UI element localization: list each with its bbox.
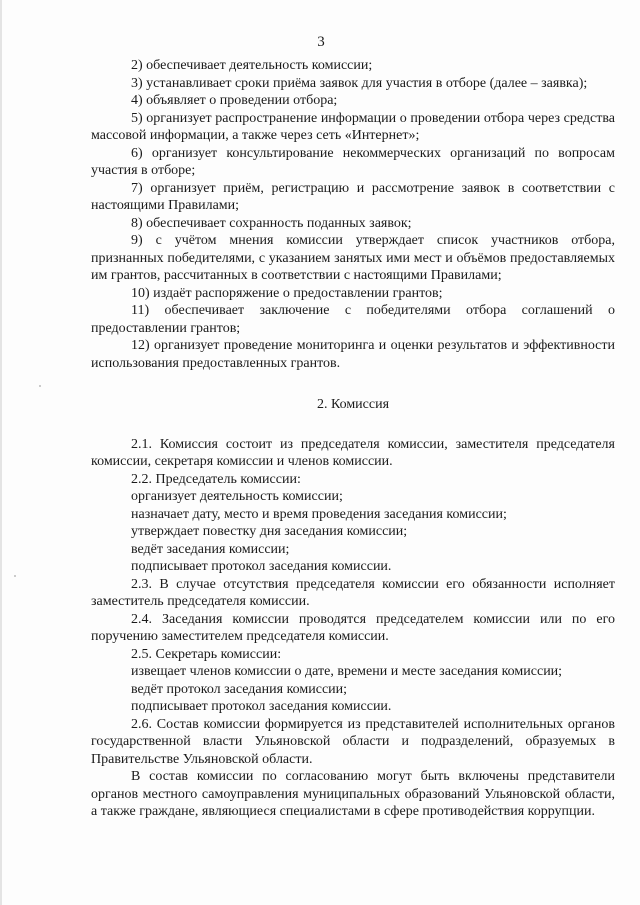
paragraph: подписывает протокол заседания комиссии. bbox=[131, 699, 392, 714]
list-item: 10) издаёт распоряжение о предоставлении грантов; bbox=[131, 285, 443, 301]
document-body bbox=[91, 57, 615, 821]
paragraph: назначает дату, место и время проведения заседания комиссии; bbox=[131, 506, 507, 522]
section-body bbox=[91, 436, 615, 821]
page-number: 3 bbox=[317, 34, 325, 50]
paragraph: 2.1. Комиссия состоит из председателя комиссии, заместителя председателя комиссии, секретаря комиссии и членов комиссии. bbox=[91, 436, 615, 469]
paragraph: утверждает повестку дня заседания комиссии; bbox=[131, 524, 408, 539]
list-item: 12) организует проведение мониторинга и оценки результатов и эффективности использования предоставленных грантов. bbox=[91, 338, 615, 371]
paragraph: 2.6. Состав комиссии формируется из представителей исполнительных органов государственной власти Ульяновской области и подразделений, образуемых в Правительстве Ульяновской области. bbox=[91, 716, 615, 767]
list-item: 2) обеспечивает деятельность комиссии; bbox=[131, 58, 373, 73]
section-heading: 2. Комиссия bbox=[316, 397, 390, 412]
list-item: 5) организует распространение информации о проведении отбора через средства массовой информации, а также через сеть «Интернет»; bbox=[91, 110, 615, 143]
paragraph: подписывает протокол заседания комиссии. bbox=[131, 559, 392, 574]
scan-speck bbox=[39, 385, 41, 387]
list-item: 4) объявляет о проведении отбора; bbox=[131, 93, 338, 108]
list-item: 8) обеспечивает сохранность поданных заявок; bbox=[131, 215, 412, 231]
list-item: 9) с учётом мнения комиссии утверждает список участников отбора, признанных победителями, с указанием занятых ими мест и объёмов предоставляемых им грантов, рассчитанных в соответствии с настоящими Правилами; bbox=[91, 233, 615, 283]
duties-list bbox=[91, 57, 615, 372]
paragraph: ведёт заседания комиссии; bbox=[131, 541, 290, 557]
paragraph: извещает членов комиссии о дате, времени и месте заседания комиссии; bbox=[131, 664, 563, 679]
paragraph: 2.3. В случае отсутствия председателя комиссии его обязанности исполняет заместитель председателя комиссии. bbox=[91, 576, 615, 609]
list-item: 6) организует консультирование некоммерческих организаций по вопросам участия в отборе; bbox=[91, 145, 615, 178]
scan-speck bbox=[14, 575, 16, 577]
paragraph: 2.5. Секретарь комиссии: bbox=[131, 646, 282, 662]
paragraph: ведёт протокол заседания комиссии; bbox=[131, 681, 348, 697]
paragraph: В состав комиссии по согласованию могут быть включены представители органов местного самоуправления муниципальных образований Ульяновской области, а также граждане, являющиеся специалистами в сфере противодействия коррупции. bbox=[91, 769, 615, 819]
list-item: 3) устанавливает сроки приёма заявок для участия в отборе (далее – заявка); bbox=[131, 75, 588, 91]
paragraph: 2.4. Заседания комиссии проводятся председателем комиссии или по его поручению заместителем председателя комиссии. bbox=[91, 611, 615, 644]
list-item: 7) организует приём, регистрацию и рассмотрение заявок в соответствии с настоящими Правилами; bbox=[91, 180, 615, 213]
paragraph: 2.2. Председатель комиссии: bbox=[131, 471, 301, 487]
paragraph: организует деятельность комиссии; bbox=[131, 489, 343, 504]
list-item: 11) обеспечивает заключение с победителями отбора соглашений о предоставлении грантов; bbox=[91, 303, 615, 336]
